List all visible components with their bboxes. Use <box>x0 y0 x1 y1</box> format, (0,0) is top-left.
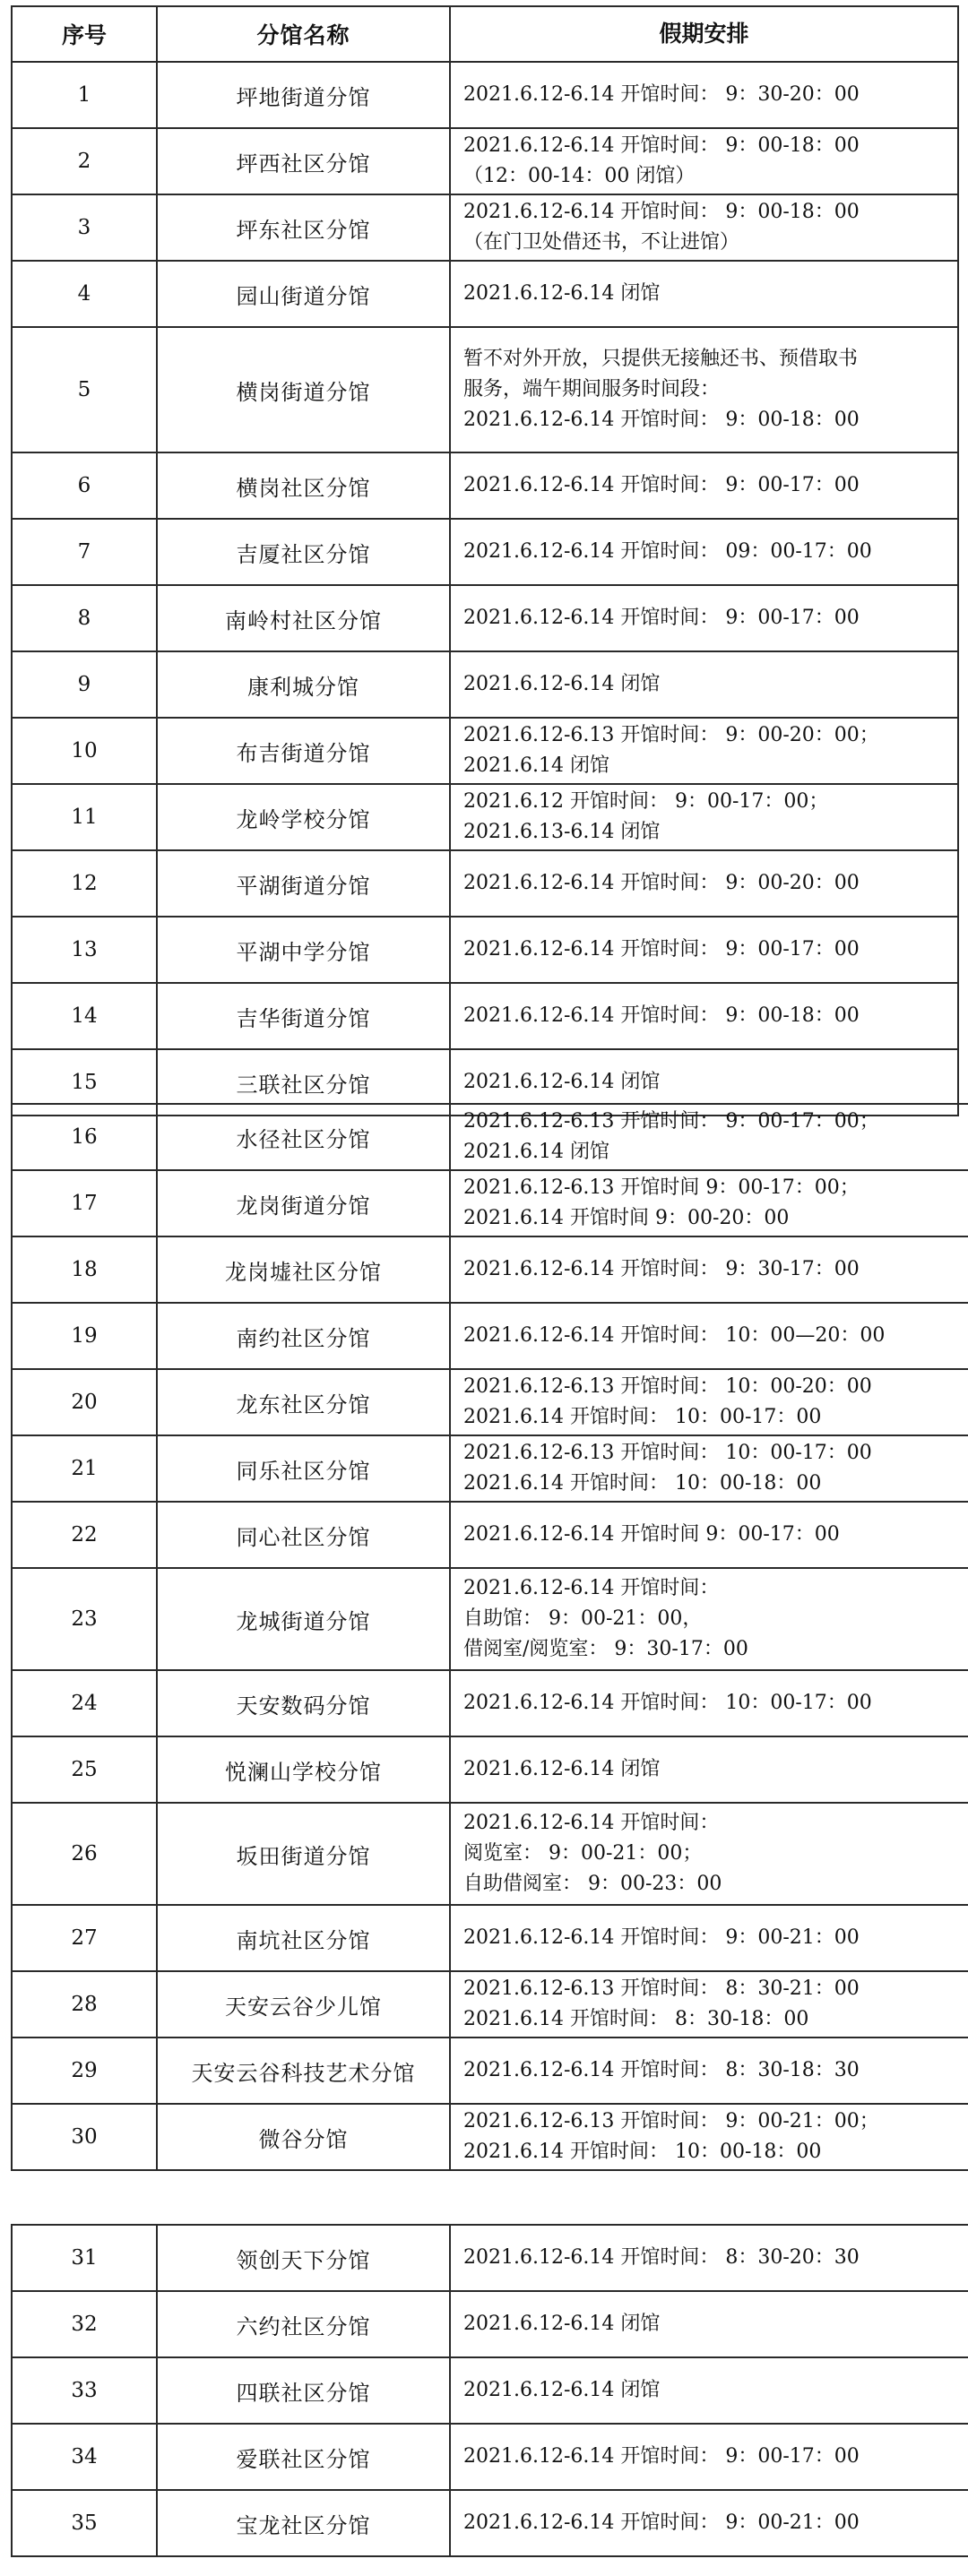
row-number: 34 <box>12 2424 157 2490</box>
branch-name: 横岗社区分馆 <box>157 452 450 519</box>
schedule-line: 2021.6.14 闭馆 <box>463 1141 609 1163</box>
schedule-line: 2021.6.12-6.14 开馆时间： 9：00-21：00 <box>463 2511 860 2534</box>
table-row <box>12 194 958 261</box>
row-number: 31 <box>12 2225 157 2291</box>
row-number: 23 <box>12 1568 157 1670</box>
header-branch-name: 分馆名称 <box>157 6 450 62</box>
row-number: 29 <box>12 2038 157 2104</box>
schedule-cell <box>450 1568 968 1670</box>
table-row <box>12 651 958 718</box>
row-number: 27 <box>12 1905 157 1971</box>
header-schedule: 假期安排 <box>450 6 958 62</box>
branch-name: 布吉街道分馆 <box>157 718 450 784</box>
schedule-line: 2021.6.12-6.14 开馆时间： 10：00-17：00 <box>463 1692 872 1714</box>
library-schedule-table-part-2 <box>11 1103 968 2171</box>
row-number: 18 <box>12 1236 157 1303</box>
row-number: 8 <box>12 585 157 651</box>
table-row <box>12 2104 968 2170</box>
branch-name: 龙东社区分馆 <box>157 1369 450 1435</box>
branch-name: 吉厦社区分馆 <box>157 519 450 585</box>
row-number: 5 <box>12 327 157 452</box>
table-row <box>12 2490 968 2556</box>
schedule-cell <box>450 1369 968 1435</box>
branch-name: 吉华街道分馆 <box>157 983 450 1049</box>
branch-name: 龙岗墟社区分馆 <box>157 1236 450 1303</box>
table-row <box>12 128 958 194</box>
schedule-line: （12：00-14：00 闭馆） <box>463 165 696 187</box>
branch-name: 宝龙社区分馆 <box>157 2490 450 2556</box>
table-row <box>12 1435 968 1502</box>
schedule-line: 2021.6.12-6.13 开馆时间： 8：30-21：00 <box>463 1977 860 2000</box>
branch-name: 三联社区分馆 <box>157 1049 450 1116</box>
schedule-line: 2021.6.12-6.13 开馆时间： 10：00-20：00 <box>463 1375 872 1398</box>
row-number: 35 <box>12 2490 157 2556</box>
branch-name: 微谷分馆 <box>157 2104 450 2170</box>
table-body-part-3 <box>12 2225 968 2556</box>
schedule-line: 2021.6.12-6.14 开馆时间： 9：00-20：00 <box>463 872 860 894</box>
schedule-line: 阅览室： 9：00-21：00； <box>463 1842 703 1865</box>
table-row <box>12 784 958 850</box>
schedule-line: 2021.6.12-6.14 闭馆 <box>463 2313 661 2335</box>
row-number: 20 <box>12 1369 157 1435</box>
table-row <box>12 1905 968 1971</box>
table-row <box>12 327 958 452</box>
branch-name: 南约社区分馆 <box>157 1303 450 1369</box>
row-number: 12 <box>12 850 157 917</box>
row-number: 25 <box>12 1736 157 1803</box>
schedule-line: 服务，端午期间服务时间段： <box>463 378 721 401</box>
schedule-cell <box>450 519 958 585</box>
branch-name: 坪地街道分馆 <box>157 62 450 128</box>
schedule-line: 2021.6.14 开馆时间： 10：00-18：00 <box>463 2141 822 2163</box>
table-body-part-1 <box>12 62 958 1116</box>
schedule-cell <box>450 62 958 128</box>
row-number: 14 <box>12 983 157 1049</box>
branch-name: 园山街道分馆 <box>157 261 450 327</box>
row-number: 4 <box>12 261 157 327</box>
table-row <box>12 1369 968 1435</box>
schedule-line: 2021.6.12 开馆时间： 9：00-17：00； <box>463 790 829 813</box>
schedule-cell <box>450 452 958 519</box>
schedule-cell <box>450 194 958 261</box>
branch-name: 平湖中学分馆 <box>157 917 450 983</box>
branch-name: 坂田街道分馆 <box>157 1803 450 1905</box>
branch-name: 龙岗街道分馆 <box>157 1170 450 1236</box>
schedule-cell <box>450 718 958 784</box>
row-number: 19 <box>12 1303 157 1369</box>
schedule-cell <box>450 1170 968 1236</box>
schedule-line: 2021.6.14 开馆时间： 10：00-17：00 <box>463 1406 822 1428</box>
schedule-line: 2021.6.12-6.14 闭馆 <box>463 673 661 695</box>
schedule-line: 2021.6.12-6.14 开馆时间 9：00-17：00 <box>463 1523 840 1546</box>
schedule-line: 2021.6.12-6.14 开馆时间： 8：30-18：30 <box>463 2059 860 2081</box>
row-number: 16 <box>12 1104 157 1170</box>
library-schedule-table-part-3 <box>11 2224 968 2557</box>
schedule-line: 2021.6.14 开馆时间： 10：00-18：00 <box>463 1472 822 1495</box>
row-number: 11 <box>12 784 157 850</box>
table-row <box>12 1803 968 1905</box>
schedule-cell <box>450 327 958 452</box>
schedule-cell <box>450 585 958 651</box>
schedule-line: 2021.6.14 开馆时间： 8：30-18：00 <box>463 2008 809 2030</box>
schedule-line: 2021.6.12-6.14 开馆时间： 9：00-18：00 <box>463 201 860 223</box>
schedule-line: 暂不对外开放，只提供无接触还书、预借取书 <box>463 348 859 370</box>
branch-name: 坪东社区分馆 <box>157 194 450 261</box>
schedule-line: 2021.6.12-6.14 开馆时间： 8：30-20：30 <box>463 2246 860 2269</box>
row-number: 24 <box>12 1670 157 1736</box>
row-number: 9 <box>12 651 157 718</box>
schedule-line: 2021.6.12-6.14 开馆时间： 9：00-17：00 <box>463 607 860 629</box>
table-row <box>12 2225 968 2291</box>
row-number: 30 <box>12 2104 157 2170</box>
schedule-line: 2021.6.12-6.14 开馆时间： 10：00—20：00 <box>463 1324 886 1347</box>
schedule-line: 2021.6.12-6.13 开馆时间： 9：00-20：00； <box>463 724 879 746</box>
row-number: 10 <box>12 718 157 784</box>
table-row <box>12 2038 968 2104</box>
branch-name: 康利城分馆 <box>157 651 450 718</box>
table-row <box>12 850 958 917</box>
schedule-line: 2021.6.12-6.14 开馆时间： 9：00-17：00 <box>463 2445 860 2468</box>
table-row <box>12 452 958 519</box>
row-number: 17 <box>12 1170 157 1236</box>
row-number: 13 <box>12 917 157 983</box>
branch-name: 同心社区分馆 <box>157 1502 450 1568</box>
schedule-cell <box>450 1803 968 1905</box>
table-row <box>12 519 958 585</box>
branch-name: 天安数码分馆 <box>157 1670 450 1736</box>
table-header-row <box>12 6 958 62</box>
schedule-cell <box>450 1236 968 1303</box>
schedule-cell <box>450 2104 968 2170</box>
table-body-part-2 <box>12 1104 968 2170</box>
table-row <box>12 1170 968 1236</box>
row-number: 15 <box>12 1049 157 1116</box>
schedule-line: 2021.6.14 开馆时间 9：00-20：00 <box>463 1207 790 1229</box>
table-row <box>12 2291 968 2357</box>
schedule-cell <box>450 2038 968 2104</box>
schedule-cell <box>450 1971 968 2038</box>
table-row <box>12 1236 968 1303</box>
schedule-line: 2021.6.12-6.14 闭馆 <box>463 2379 661 2401</box>
branch-name: 悦澜山学校分馆 <box>157 1736 450 1803</box>
table-row <box>12 62 958 128</box>
schedule-line: 自助馆： 9：00-21：00， <box>463 1607 703 1630</box>
schedule-cell <box>450 1670 968 1736</box>
schedule-cell <box>450 2490 968 2556</box>
row-number: 7 <box>12 519 157 585</box>
branch-name: 天安云谷科技艺术分馆 <box>157 2038 450 2104</box>
schedule-line: 2021.6.12-6.14 闭馆 <box>463 1071 661 1093</box>
row-number: 22 <box>12 1502 157 1568</box>
table-row <box>12 1502 968 1568</box>
schedule-cell <box>450 1905 968 1971</box>
table-row <box>12 718 958 784</box>
schedule-cell <box>450 1435 968 1502</box>
table-row <box>12 261 958 327</box>
schedule-line: 2021.6.12-6.14 开馆时间： 9：00-21：00 <box>463 1926 860 1949</box>
schedule-cell <box>450 2424 968 2490</box>
branch-name: 六约社区分馆 <box>157 2291 450 2357</box>
row-number: 21 <box>12 1435 157 1502</box>
schedule-cell <box>450 784 958 850</box>
schedule-cell <box>450 2291 968 2357</box>
schedule-cell <box>450 1104 968 1170</box>
schedule-line: 2021.6.12-6.14 开馆时间： 9：00-17：00 <box>463 474 860 496</box>
row-number: 2 <box>12 128 157 194</box>
table-row <box>12 585 958 651</box>
schedule-line: 2021.6.12-6.14 开馆时间： 9：30-17：00 <box>463 1258 860 1280</box>
table-row <box>12 1303 968 1369</box>
branch-name: 天安云谷少儿馆 <box>157 1971 450 2038</box>
schedule-cell <box>450 1502 968 1568</box>
table-row <box>12 983 958 1049</box>
library-schedule-table-part-1 <box>11 5 959 1116</box>
schedule-cell <box>450 983 958 1049</box>
schedule-line: 2021.6.12-6.14 闭馆 <box>463 1758 661 1780</box>
table-row <box>12 1104 968 1170</box>
table-row <box>12 2424 968 2490</box>
header-num: 序号 <box>12 6 157 62</box>
row-number: 3 <box>12 194 157 261</box>
branch-name: 南坑社区分馆 <box>157 1905 450 1971</box>
schedule-cell <box>450 1303 968 1369</box>
row-number: 26 <box>12 1803 157 1905</box>
table-row <box>12 1568 968 1670</box>
row-number: 28 <box>12 1971 157 2038</box>
schedule-cell <box>450 1736 968 1803</box>
schedule-cell <box>450 850 958 917</box>
schedule-line: （在门卫处借还书，不让进馆） <box>463 231 740 254</box>
branch-name: 同乐社区分馆 <box>157 1435 450 1502</box>
schedule-line: 2021.6.12-6.14 开馆时间： 09：00-17：00 <box>463 540 872 563</box>
schedule-line: 2021.6.14 闭馆 <box>463 754 609 777</box>
row-number: 33 <box>12 2357 157 2424</box>
schedule-line: 2021.6.12-6.14 开馆时间： 9：00-18：00 <box>463 409 860 431</box>
branch-name: 平湖街道分馆 <box>157 850 450 917</box>
branch-name: 横岗街道分馆 <box>157 327 450 452</box>
branch-name: 龙岭学校分馆 <box>157 784 450 850</box>
table-row <box>12 2357 968 2424</box>
row-number: 6 <box>12 452 157 519</box>
row-number: 1 <box>12 62 157 128</box>
schedule-line: 2021.6.12-6.13 开馆时间 9：00-17：00； <box>463 1176 860 1199</box>
table-row <box>12 1736 968 1803</box>
branch-name: 爱联社区分馆 <box>157 2424 450 2490</box>
table-row <box>12 1971 968 2038</box>
schedule-line: 2021.6.13-6.14 闭馆 <box>463 821 661 843</box>
branch-name: 领创天下分馆 <box>157 2225 450 2291</box>
branch-name: 水径社区分馆 <box>157 1104 450 1170</box>
branch-name: 龙城街道分馆 <box>157 1568 450 1670</box>
schedule-cell <box>450 917 958 983</box>
schedule-line: 自助借阅室： 9：00-23：00 <box>463 1873 722 1895</box>
schedule-line: 2021.6.12-6.14 开馆时间： 9：30-20：00 <box>463 83 860 106</box>
branch-name: 南岭村社区分馆 <box>157 585 450 651</box>
schedule-line: 2021.6.12-6.14 开馆时间： <box>463 1577 720 1599</box>
schedule-line: 2021.6.12-6.13 开馆时间： 10：00-17：00 <box>463 1442 872 1464</box>
schedule-line: 借阅室/阅览室： 9：30-17：00 <box>463 1638 748 1660</box>
schedule-line: 2021.6.12-6.13 开馆时间： 9：00-21：00； <box>463 2110 879 2132</box>
schedule-line: 2021.6.12-6.14 开馆时间： 9：00-18：00 <box>463 134 860 157</box>
branch-name: 四联社区分馆 <box>157 2357 450 2424</box>
schedule-line: 2021.6.12-6.14 开馆时间： <box>463 1812 720 1834</box>
schedule-line: 2021.6.12-6.14 开馆时间： 9：00-17：00 <box>463 938 860 961</box>
row-number: 32 <box>12 2291 157 2357</box>
branch-name: 坪西社区分馆 <box>157 128 450 194</box>
schedule-cell <box>450 2225 968 2291</box>
schedule-line: 2021.6.12-6.13 开馆时间： 9：00-17：00； <box>463 1110 879 1133</box>
table-row <box>12 917 958 983</box>
schedule-line: 2021.6.12-6.14 开馆时间： 9：00-18：00 <box>463 1004 860 1027</box>
schedule-cell <box>450 261 958 327</box>
table-row <box>12 1670 968 1736</box>
schedule-cell <box>450 651 958 718</box>
schedule-cell <box>450 2357 968 2424</box>
schedule-cell <box>450 128 958 194</box>
schedule-line: 2021.6.12-6.14 闭馆 <box>463 282 661 305</box>
